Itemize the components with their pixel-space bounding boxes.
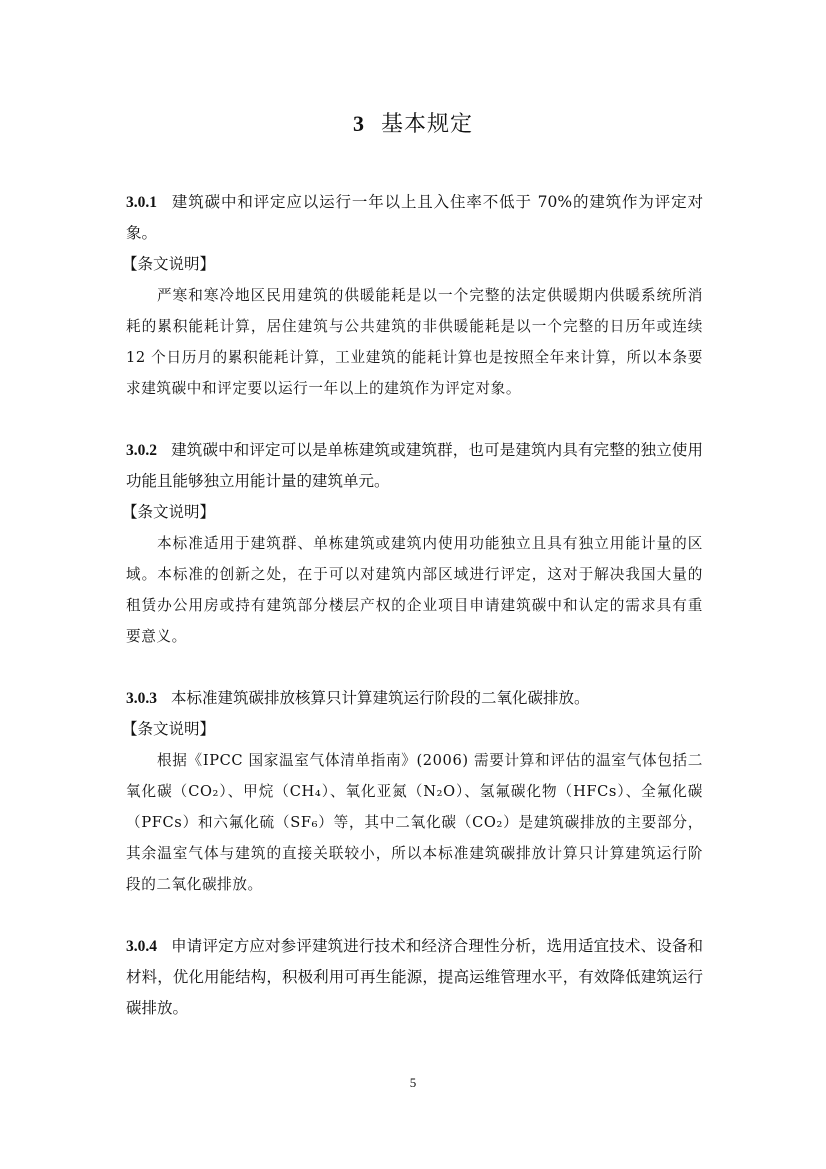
clause-text: 建筑碳中和评定应以运行一年以上且入住率不低于 70%的建筑作为评定对象。 bbox=[126, 193, 703, 242]
section-gap bbox=[126, 404, 703, 435]
clause-3-0-3 bbox=[126, 683, 703, 714]
chapter-number: 3 bbox=[352, 111, 365, 136]
section-gap bbox=[126, 900, 703, 931]
chapter-title bbox=[0, 108, 826, 141]
explanation-label: 【条文说明】 bbox=[122, 503, 216, 521]
explanation-text: 严寒和寒冷地区民用建筑的供暖能耗是以一个完整的法定供暖期内供暖系统所消耗的累积能耗计算，居住建筑与公共建筑的非供暖能耗是以一个完整的日历年或连续 12 个日历月的累积能耗计算，工业建筑的能耗计算也是按照全年来计算，所以本条要求建筑碳中和评定要以运行一年以上的建筑作为评定对象。 bbox=[126, 287, 703, 397]
page-number: 5 bbox=[409, 1075, 417, 1090]
explanation-text: 根据《IPCC 国家温室气体清单指南》(2006) 需要计算和评估的温室气体包括二氧化碳（CO₂）、甲烷（CH₄）、氧化亚氮（N₂O）、氢氟碳化物（HFCs）、全氟化碳（PFCs）和六氟化硫（SF₆）等，其中二氧化碳（CO₂）是建筑碳排放的主要部分，其余温室气体与建筑的直接关联较小，所以本标准建筑碳排放计算只计算建筑运行阶段的二氧化碳排放。 bbox=[126, 752, 703, 893]
clause-number: 3.0.4 bbox=[126, 938, 157, 955]
clause-number: 3.0.2 bbox=[126, 442, 157, 459]
section-gap bbox=[126, 652, 703, 683]
document-body bbox=[122, 187, 703, 1024]
clause-3-0-1 bbox=[126, 187, 703, 249]
chapter-heading: 基本规定 bbox=[380, 112, 473, 137]
clause-number: 3.0.3 bbox=[126, 690, 157, 707]
explanation-label: 【条文说明】 bbox=[122, 255, 216, 273]
clause-number: 3.0.1 bbox=[126, 194, 157, 211]
explanation-text: 本标准适用于建筑群、单栋建筑或建筑内使用功能独立且具有独立用能计量的区域。本标准的创新之处，在于可以对建筑内部区域进行评定，这对于解决我国大量的租赁办公用房或持有建筑部分楼层产权的企业项目申请建筑碳中和认定的需求具有重要意义。 bbox=[126, 535, 703, 645]
clause-3-0-4 bbox=[126, 931, 703, 1024]
clause-3-0-2 bbox=[126, 435, 703, 497]
explanation-label: 【条文说明】 bbox=[122, 720, 216, 738]
clause-text: 申请评定方应对参评建筑进行技术和经济合理性分析，选用适宜技术、设备和材料，优化用能结构，积极利用可再生能源，提高运维管理水平，有效降低建筑运行碳排放。 bbox=[126, 937, 703, 1017]
clause-text: 建筑碳中和评定可以是单栋建筑或建筑群，也可是建筑内具有完整的独立使用功能且能够独立用能计量的建筑单元。 bbox=[126, 441, 703, 490]
clause-text: 本标准建筑碳排放核算只计算建筑运行阶段的二氧化碳排放。 bbox=[171, 689, 590, 707]
